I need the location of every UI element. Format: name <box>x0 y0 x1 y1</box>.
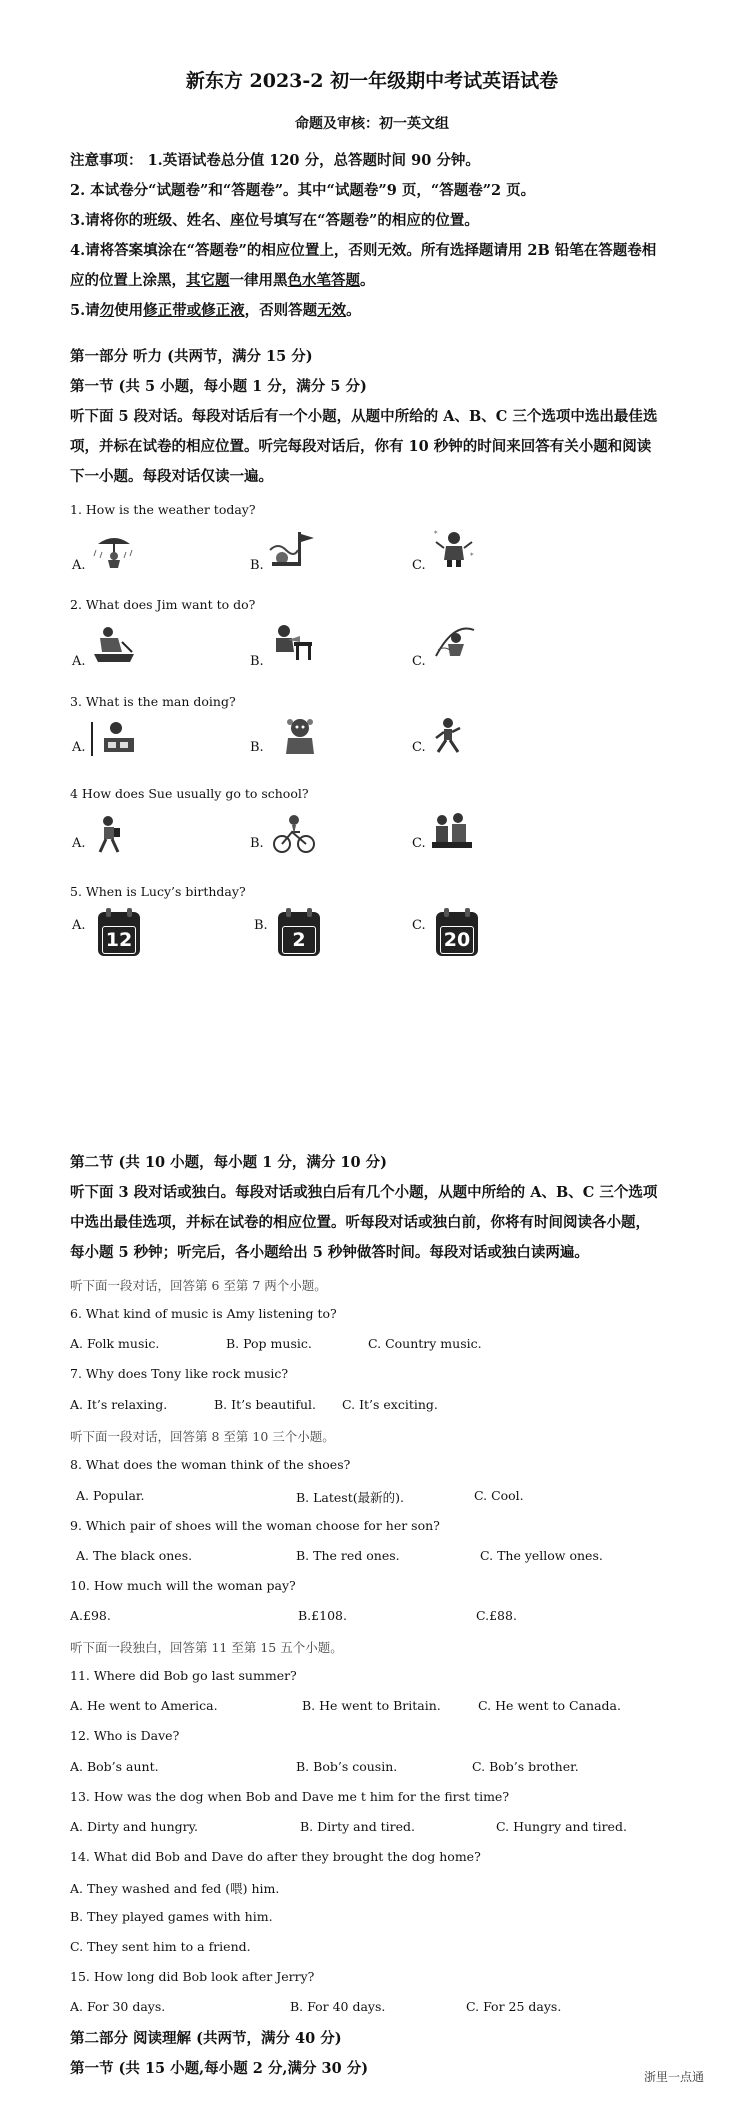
q7-option-b: B. It’s beautiful. <box>214 1397 317 1412</box>
q12-option-b: B. Bob’s cousin. <box>296 1759 398 1774</box>
question-3: 3. What is the man doing? <box>70 694 236 709</box>
note-5-pre: 5.请 <box>70 302 100 319</box>
note-4b <box>70 266 375 296</box>
q5-option-c-letter: C. <box>412 918 426 933</box>
note-3: 3.请将你的班级、姓名、座位号填写在“答题卷”的相应的位置。 <box>70 212 479 229</box>
q12-option-a: A. Bob’s aunt. <box>70 1759 159 1774</box>
q14-option-b: B. They played games with him. <box>70 1909 273 1924</box>
gardening-icon <box>90 624 138 664</box>
q13-option-b: B. Dirty and tired. <box>300 1819 416 1834</box>
q2-option-a-letter: A. <box>72 654 86 669</box>
q9-option-a: A. The black ones. <box>76 1548 193 1563</box>
part1-sec2-instr-2: 中选出最佳选项，并标在试卷的相应位置。听每段对话或独白前，你将有时间阅读各小题， <box>70 1214 650 1231</box>
monologue-instruction: 听下面一段独白，回答第 11 至第 15 五个小题。 <box>70 1640 343 1655</box>
q8-option-c: C. Cool. <box>474 1488 524 1503</box>
part1-heading: 第一部分 听力 (共两节，满分 15 分) <box>70 348 313 365</box>
q15-option-c: C. For 25 days. <box>466 1999 562 2014</box>
q4-option-b-letter: B. <box>250 836 264 851</box>
part1-sec1-heading: 第一节 (共 5 小题，每小题 1 分，满分 5 分) <box>70 378 367 395</box>
part2-heading: 第二部分 阅读理解 (共两节，满分 40 分) <box>70 2030 342 2047</box>
calendar-icon <box>278 912 320 956</box>
calendar-icon <box>98 912 140 956</box>
question-11: 11. Where did Bob go last summer? <box>70 1668 297 1683</box>
q2-option-c-letter: C. <box>412 654 426 669</box>
q5-option-a-letter: A. <box>72 918 86 933</box>
note-5-mid-2: ，否则答题 <box>244 302 318 319</box>
snowy-weather-icon <box>430 528 478 568</box>
note-4b-underline-2: 色水笔答题 <box>287 272 360 289</box>
question-1: 1. How is the weather today? <box>70 502 256 517</box>
q14-option-c: C. They sent him to a friend. <box>70 1939 251 1954</box>
dialogue-1-instruction: 听下面一段对话，回答第 6 至第 7 两个小题。 <box>70 1278 327 1293</box>
question-7: 7. Why does Tony like rock music? <box>70 1366 289 1381</box>
question-13: 13. How was the dog when Bob and Dave me t him for the first time? <box>70 1789 510 1804</box>
page-title: 新东方 2023-2 初一年级期中考试英语试卷 <box>185 70 559 92</box>
reading-icon <box>268 622 316 662</box>
q13-option-c: C. Hungry and tired. <box>496 1819 627 1834</box>
question-14: 14. What did Bob and Dave do after they brought the dog home? <box>70 1849 481 1864</box>
note-5-underline-1: 勿 <box>99 302 115 319</box>
running-icon <box>424 716 472 756</box>
note-5-mid-1: 使用 <box>114 302 144 319</box>
calendar-icon <box>436 912 478 956</box>
footer-watermark: 浙里一点通 <box>643 2070 704 2084</box>
note-4b-end: 。 <box>360 272 375 289</box>
note-4b-pre: 应的位置上涂黑， <box>70 272 186 289</box>
q1-option-b-letter: B. <box>250 558 264 573</box>
part1-sec2-instr-1: 听下面 3 段对话或独白。每段对话或独白后有几个小题，从题中所给的 A、B、C 三个选项 <box>70 1184 658 1201</box>
q7-option-a: A. It’s relaxing. <box>70 1397 168 1412</box>
q10-option-b: B.£108. <box>298 1608 347 1623</box>
q5-option-b-letter: B. <box>254 918 268 933</box>
q11-option-b: B. He went to Britain. <box>302 1698 441 1713</box>
painting-icon <box>90 718 138 758</box>
walking-icon <box>88 814 136 854</box>
q8-option-b: B. Latest(最新的). <box>296 1490 404 1505</box>
q15-option-b: B. For 40 days. <box>290 1999 386 2014</box>
q12-option-c: C. Bob’s brother. <box>472 1759 579 1774</box>
question-8: 8. What does the woman think of the shoes? <box>70 1457 351 1472</box>
q7-option-c: C. It’s exciting. <box>342 1397 438 1412</box>
q8-option-a: A. Popular. <box>76 1488 145 1503</box>
question-6: 6. What kind of music is Amy listening to? <box>70 1306 337 1321</box>
q6-option-a: A. Folk music. <box>70 1336 160 1351</box>
q6-option-b: B. Pop music. <box>226 1336 312 1351</box>
part1-sec2-instr-3: 每小题 5 秒钟；听完后，各小题给出 5 秒钟做答时间。每段对话或独白读两遍。 <box>70 1244 589 1261</box>
calendar-day: 2 <box>282 926 316 954</box>
part1-sec1-instr-2: 项，并标在试卷的相应位置。听完每段对话后，你有 10 秒钟的时间来回答有关小题和阅读 <box>70 438 652 455</box>
note-4a: 4.请将答案填涂在“答题卷”的相应位置上，否则无效。所有选择题请用 2B 铅笔在答题卷相 <box>70 242 657 259</box>
svg-text:*: * <box>470 552 474 560</box>
q9-option-c: C. The yellow ones. <box>480 1548 603 1563</box>
note-4b-mid: 一律用黑 <box>229 272 288 289</box>
part1-sec2-heading: 第二节 (共 10 小题，每小题 1 分，满分 10 分) <box>70 1154 388 1171</box>
q1-option-c-letter: C. <box>412 558 426 573</box>
part1-sec1-instr-1: 听下面 5 段对话。每段对话后有一个小题，从题中所给的 A、B、C 三个选项中选出最佳选 <box>70 408 658 425</box>
rainy-weather-icon <box>90 530 138 570</box>
note-2: 2. 本试卷分“试题卷”和“答题卷”。其中“试题卷”9 页，“答题卷”2 页。 <box>70 182 536 199</box>
swimming-icon <box>430 620 478 660</box>
question-12: 12. Who is Dave? <box>70 1728 180 1743</box>
q10-option-c: C.£88. <box>476 1608 517 1623</box>
question-15: 15. How long did Bob look after Jerry? <box>70 1969 315 1984</box>
q4-option-c-letter: C. <box>412 836 426 851</box>
question-2: 2. What does Jim want to do? <box>70 597 256 612</box>
note-1: 1.英语试卷总分值 120 分，总答题时间 90 分钟。 <box>147 152 480 169</box>
part2-sec1-heading: 第一节 (共 15 小题,每小题 2 分,满分 30 分) <box>70 2060 369 2077</box>
q3-option-a-letter: A. <box>72 740 86 755</box>
q6-option-c: C. Country music. <box>368 1336 482 1351</box>
question-10: 10. How much will the woman pay? <box>70 1578 296 1593</box>
question-9: 9. Which pair of shoes will the woman choose for her son? <box>70 1518 440 1533</box>
note-5-underline-2: 修正带或修正液 <box>143 302 245 319</box>
q15-option-a: A. For 30 days. <box>70 1999 166 2014</box>
note-5-end: 。 <box>346 302 361 319</box>
part1-sec1-instr-3: 下一小题。每段对话仅读一遍。 <box>70 468 273 485</box>
question-5: 5. When is Lucy’s birthday? <box>70 884 246 899</box>
windy-weather-icon <box>268 528 316 568</box>
cycling-icon <box>270 814 318 854</box>
calendar-day: 12 <box>102 926 136 954</box>
q2-option-b-letter: B. <box>250 654 264 669</box>
q11-option-a: A. He went to America. <box>70 1698 218 1713</box>
q14-option-a: A. They washed and fed (喂) him. <box>70 1881 280 1896</box>
q3-option-c-letter: C. <box>412 740 426 755</box>
q4-option-a-letter: A. <box>72 836 86 851</box>
q11-option-c: C. He went to Canada. <box>478 1698 621 1713</box>
notes-label: 注意事项： <box>70 152 143 169</box>
note-line-1 <box>70 146 480 176</box>
q3-option-b-letter: B. <box>250 740 264 755</box>
calendar-day: 20 <box>440 926 474 954</box>
note-5-underline-3: 无效 <box>317 302 347 319</box>
question-4: 4 How does Sue usually go to school? <box>70 786 309 801</box>
q13-option-a: A. Dirty and hungry. <box>70 1819 199 1834</box>
dialogue-2-instruction: 听下面一段对话，回答第 8 至第 10 三个小题。 <box>70 1429 335 1444</box>
singing-icon <box>276 716 324 756</box>
q10-option-a: A.£98. <box>70 1608 111 1623</box>
note-4b-underline-1: 其它题 <box>186 272 230 289</box>
page-subtitle: 命题及审核：初一英文组 <box>295 116 449 132</box>
svg-text:*: * <box>434 530 438 538</box>
note-5 <box>70 296 361 326</box>
q1-option-a-letter: A. <box>72 558 86 573</box>
q9-option-b: B. The red ones. <box>296 1548 400 1563</box>
driving-icon <box>428 812 476 852</box>
